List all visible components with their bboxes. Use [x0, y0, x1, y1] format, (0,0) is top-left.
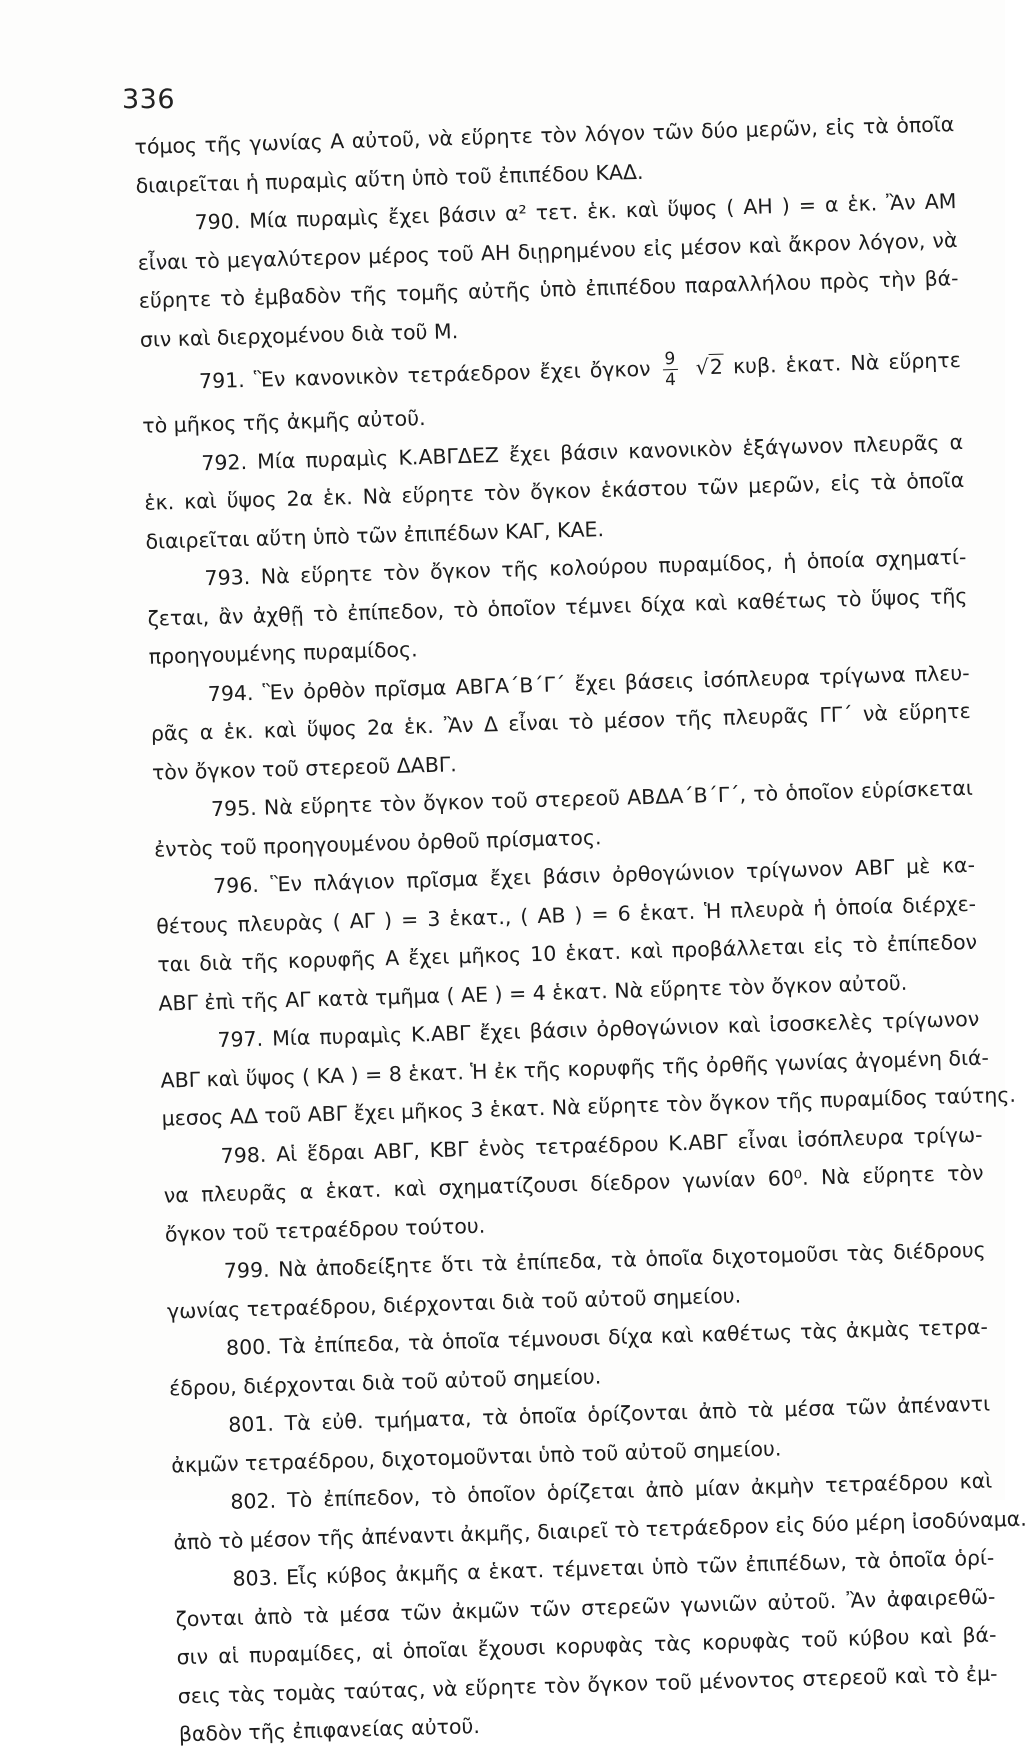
problem-797: 797. Μία πυραμὶς Κ.ΑΒΓ ἔχει βάσιν ὀρθογώνιον καὶ ἰσοσκελὲς τρίγωνον [217, 1006, 980, 1053]
text-line: να πλευρᾶς α ἑκατ. καὶ σχηματίζουσι δίεδρον γωνίαν 60⁰. Νὰ εὕρητε τὸν [163, 1160, 984, 1208]
page-number: 336 [122, 84, 176, 115]
problem-793: 793. Νὰ εὕρητε τὸν ὄγκον τῆς κολούρου πυραμίδος, ἡ ὁποία σχηματί- [204, 544, 967, 591]
text-line: μεσος ΑΔ τοῦ ΑΒΓ ἔχει μῆκος 3 ἑκατ. Νὰ εὕρητε τὸν ὄγκον τῆς πυραμίδος ταύτης. [161, 1082, 1017, 1131]
text-line: ται διὰ τῆς κορυφῆς Α ἔχει μῆκος 10 ἑκατ. καὶ προβάλλεται εἰς τὸ ἐπίπεδον [157, 929, 978, 977]
text-line: ζονται ἀπὸ τὰ μέσα τῶν ἀκμῶν τῶν στερεῶν γωνιῶν αὐτοῦ. Ἂν ἀφαιρεθῶ- [175, 1584, 996, 1631]
radicand: 2 [709, 354, 724, 380]
problem-790: 790. Μία πυραμὶς ἔχει βάσιν α² τετ. ἑκ. καὶ ὕψος ( ΑΗ ) = α ἑκ. Ἂν ΑΜ [194, 189, 957, 235]
problem-798: 798. Αἱ ἕδραι ΑΒΓ, ΚΒΓ ἑνὸς τετραέδρου Κ.ΑΒΓ εἶναι ἰσόπλευρα τρίγω- [220, 1122, 983, 1168]
text-line: διαιρεῖται αὕτη ὑπὸ τῶν ἐπιπέδων ΚΑΓ, ΚΑΕ. [145, 516, 605, 554]
text-line: ρᾶς α ἑκ. καὶ ὕψος 2α ἑκ. Ἂν Δ εἶναι τὸ μέσον τῆς πλευρᾶς ΓΓ΄ νὰ εὕρητε [150, 698, 971, 746]
problem-791-text-end: κυβ. ἑκατ. Νὰ εὕρητε [732, 348, 962, 379]
text-line: σεις τὰς τομὰς ταύτας, νὰ εὕρητε τὸν ὄγκον τοῦ μένοντος στερεοῦ καὶ τὸ ἐμ- [177, 1660, 998, 1708]
text-line: εὕρητε τὸ ἐμβαδὸν τῆς τομῆς αὐτῆς ὑπὸ ἐπιπέδου παραλλήλου πρὸς τὴν βά- [138, 266, 959, 313]
problem-792: 792. Μία πυραμὶς Κ.ΑΒΓΔΕΖ ἔχει βάσιν κανονικὸν ἑξάγωνον πλευρᾶς α [201, 429, 964, 475]
text-line: προηγουμένης πυραμίδος. [148, 637, 418, 669]
problem-text-block [134, 105, 1028, 1754]
volume-fraction [662, 348, 678, 389]
radical-sign: √ [695, 355, 710, 380]
text-line: ὄγκον τοῦ τετραέδρου τούτου. [164, 1213, 486, 1247]
text-line: ἐντὸς τοῦ προηγουμένου ὀρθοῦ πρίσματος. [153, 824, 602, 862]
text-line: ΑΒΓ ἐπὶ τῆς ΑΓ κατὰ τμῆμα ( ΑΕ ) = 4 ἑκατ. Νὰ εὕρητε τὸν ὄγκον αὐτοῦ. [158, 970, 908, 1016]
text-line: γωνίας τετραέδρου, διέρχονται διὰ τοῦ αὐτοῦ σημείου. [166, 1283, 742, 1324]
problem-799: 799. Νὰ ἀποδείξητε ὅτι τὰ ἐπίπεδα, τὰ ὁποῖα διχοτομοῦσι τὰς διέδρους [223, 1237, 986, 1283]
text-line: έδρου, διέρχονται διὰ τοῦ αὐτοῦ σημείου. [168, 1363, 602, 1401]
problem-794: 794. Ἓν ὀρθὸν πρῖσμα ΑΒΓΑ΄Β΄Γ΄ ἔχει βάσεις ἰσόπλευρα τρίγωνα πλευ- [207, 660, 970, 706]
text-line: ἑκ. καὶ ὕψος 2α ἑκ. Νὰ εὕρητε τὸν ὄγκον ἑκάστου τῶν μερῶν, εἰς τὰ ὁποῖα [144, 467, 965, 515]
text-line: τὸ μῆκος τῆς ἀκμῆς αὐτοῦ. [141, 405, 426, 438]
text-line: διαιρεῖται ἡ πυραμὶς αὕτη ὑπὸ τοῦ ἐπιπέδου ΚΑΔ. [135, 159, 644, 198]
problem-801: 801. Τὰ εὐθ. τμήματα, τὰ ὁποῖα ὁρίζονται ἀπὸ τὰ μέσα τῶν ἀπέναντι [227, 1391, 991, 1437]
text-line: εἶναι τὸ μεγαλύτερον μέρος τοῦ ΑΗ διῃρημένου εἰς μέσον καὶ ἄκρον λόγον, νὰ [137, 227, 958, 275]
text-line: ἀπὸ τὸ μέσον τῆς ἀπέναντι ἀκμῆς, διαιρεῖ τὸ τετράεδρον εἰς δύο μέρη ἰσοδύναμα. [173, 1506, 1028, 1554]
text-line: ζεται, ἂν ἀχθῇ τὸ ἐπίπεδον, τὸ ὁποῖον τέμνει δίχα καὶ καθέτως τὸ ὕψος τῆς [147, 583, 968, 631]
square-root [695, 343, 724, 392]
text-line: ἀκμῶν τετραέδρου, διχοτομοῦνται ὑπὸ τοῦ αὐτοῦ σημείου. [171, 1435, 782, 1477]
text-line: θέτους πλευρὰς ( ΑΓ ) = 3 ἑκατ., ( ΑΒ ) = 6 ἑκατ. Ἡ πλευρὰ ἡ ὁποία διέρχε- [155, 891, 977, 939]
text-line: σιν αἱ πυραμίδες, αἱ ὁποῖαι ἔχουσι κορυφὰς τὰς κορυφὰς τοῦ κύβου καὶ βά- [176, 1622, 997, 1670]
text-line: βαδὸν τῆς ἐπιφανείας αὐτοῦ. [178, 1713, 481, 1747]
problem-803: 803. Εἷς κύβος ἀκμῆς α ἑκατ. τέμνεται ὑπὸ τῶν ἐπιπέδων, τὰ ὁποῖα ὁρί- [232, 1545, 995, 1591]
problem-800: 800. Τὰ ἐπίπεδα, τὰ ὁποῖα τέμνουσι δίχα καὶ καθέτως τὰς ἀκμὰς τετρα- [225, 1314, 989, 1360]
problem-795: 795. Νὰ εὕρητε τὸν ὄγκον τοῦ στερεοῦ ΑΒΔΑ΄Β΄Γ΄, τὸ ὁποῖον εὑρίσκεται [210, 775, 974, 822]
fraction-denominator: 4 [664, 369, 677, 390]
problem-791-text: 791. Ἓν κανονικὸν τετράεδρον ἔχει ὄγκον [198, 356, 651, 394]
text-line: τόμος τῆς γωνίας Α αὐτοῦ, νὰ εὕρητε τὸν λόγον τῶν δύο μερῶν, εἰς τὰ ὁποῖα [134, 112, 955, 159]
problem-802: 802. Τὸ ἐπίπεδον, τὸ ὁποῖον ὁρίζεται ἀπὸ μίαν ἀκμὴν τετραέδρου καὶ [230, 1468, 993, 1514]
text-line: σιν καὶ διερχομένου διὰ τοῦ Μ. [139, 318, 459, 352]
fraction-numerator: 9 [662, 348, 677, 369]
problem-796: 796. Ἓν πλάγιον πρῖσμα ἔχει βάσιν ὀρθογώνιον τρίγωνον ΑΒΓ μὲ κα- [212, 852, 976, 899]
text-line: ΑΒΓ καὶ ὕψος ( ΚΑ ) = 8 ἑκατ. Ἡ ἐκ τῆς κορυφῆς τῆς ὀρθῆς γωνίας ἀγομένη διά- [160, 1044, 990, 1093]
text-line: τὸν ὄγκον τοῦ στερεοῦ ΔΑΒΓ. [151, 751, 458, 785]
